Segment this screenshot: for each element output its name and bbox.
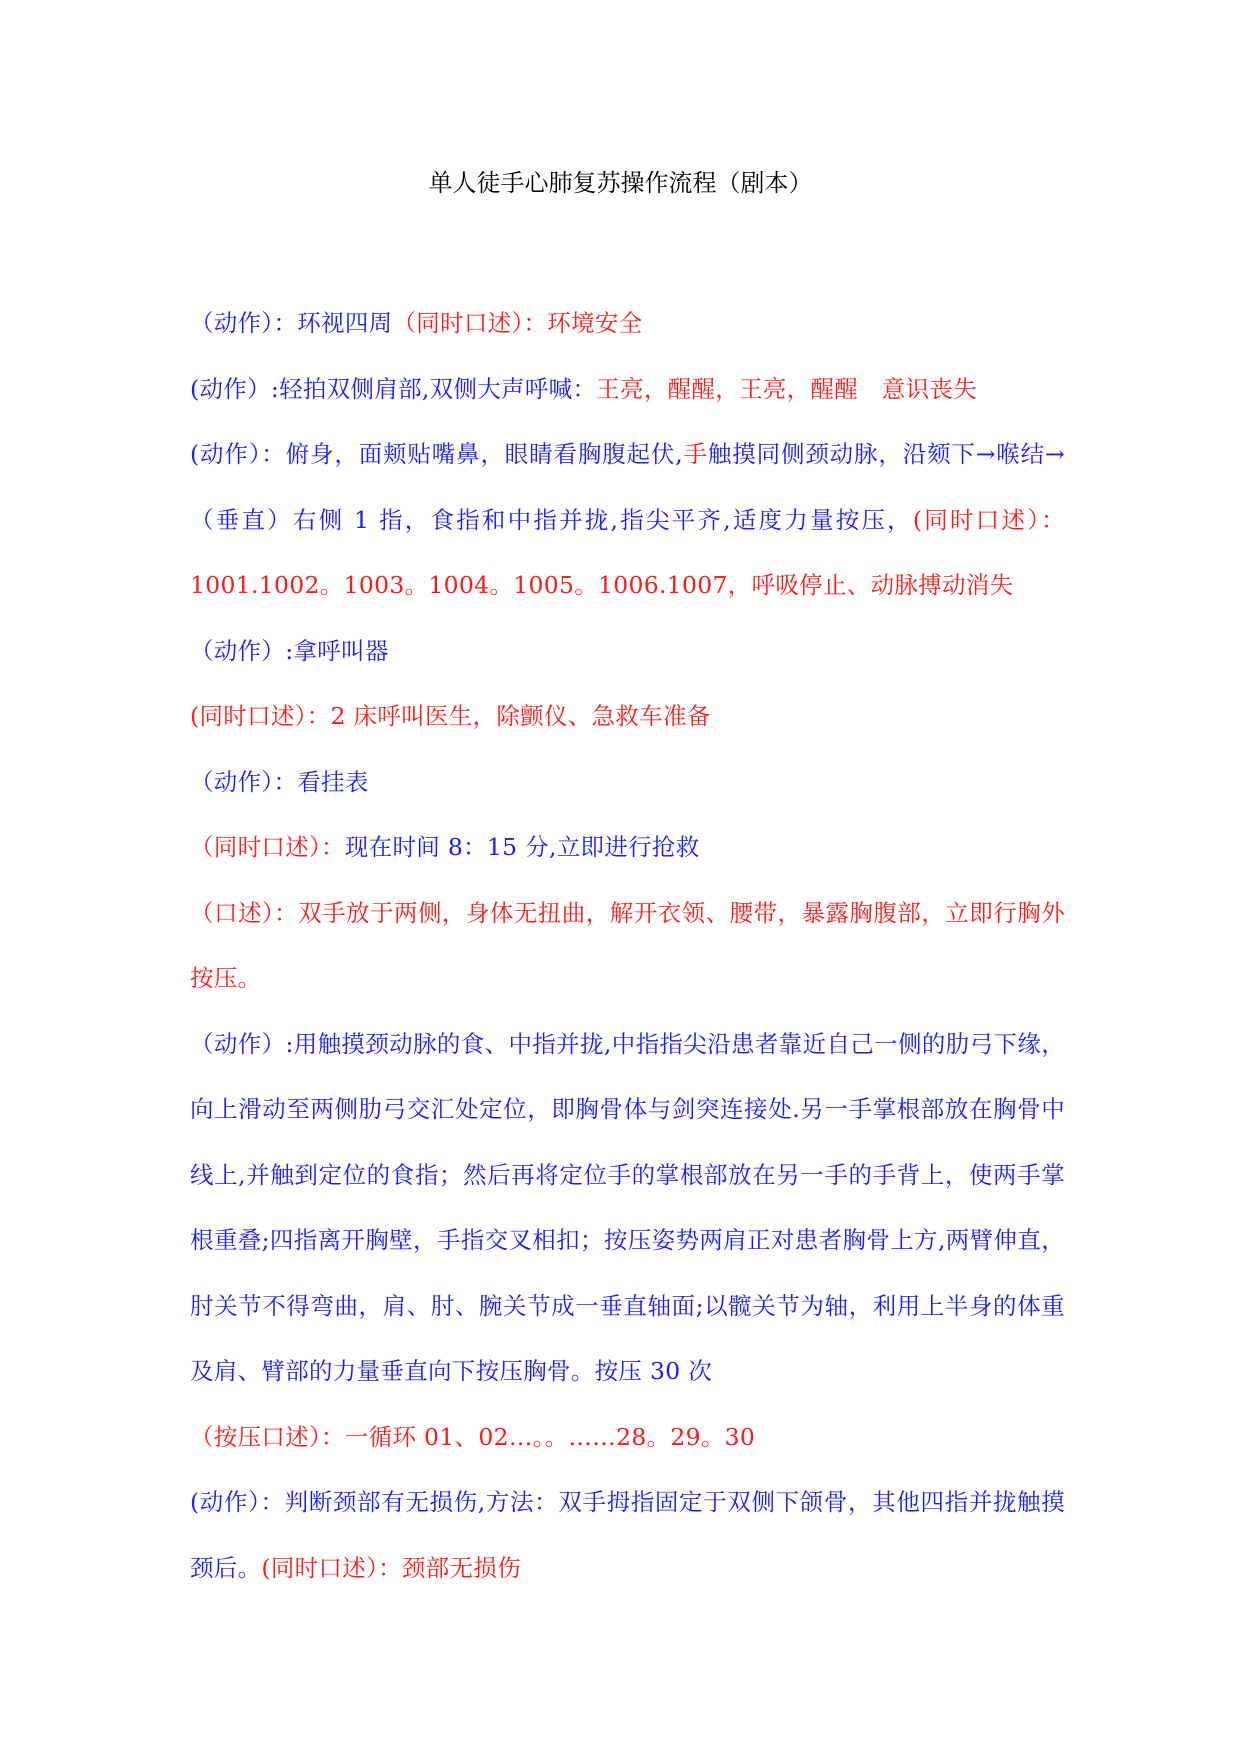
speech-text: (同时口述）：2 床呼叫医生，除颤仪、急救车准备 bbox=[190, 702, 711, 730]
action-text: （动作）:拿呼叫器 bbox=[190, 636, 389, 665]
action-text: （动作）:用触摸颈动脉的食、中指并拢,中指指尖沿患者靠近自己一侧的肋弓下缘，向上滑动至两侧肋弓交汇处定位，即胸骨体与剑突连接处.另一手掌根部放在胸骨中线上,并触到定位的食指；然后再将定位手的掌根部放在另一手的手背上，使两手掌根重叠;四指离开胸壁，手指交叉相扣；按压姿势两肩正对患者胸骨上方,两臂伸直，肘关节不得弯曲，肩、肘、腕关节成一垂直轴面;以髋关节为轴，利用上半身的体重及肩、臂部的力量垂直向下按压胸骨。按压 30 次 bbox=[190, 1029, 1065, 1385]
document-title: 单人徒手心肺复苏操作流程（剧本） bbox=[428, 169, 813, 197]
paragraph-environment-check bbox=[190, 291, 1065, 357]
action-text: (动作）：俯身，面颊贴嘴鼻，眼睛看胸腹起伏, bbox=[190, 440, 684, 468]
paragraph-compression-technique bbox=[190, 1012, 1065, 1405]
action-text: (动作）:轻拍双侧肩部,双侧大声呼喊： bbox=[190, 374, 597, 403]
action-text: 现在时间 8：15 分,立即进行抢救 bbox=[344, 833, 700, 861]
document-body bbox=[190, 291, 1065, 1601]
paragraph-neck-check bbox=[190, 1470, 1065, 1601]
speech-text: （同时口述）：环境安全 bbox=[392, 309, 643, 337]
paragraph-check-watch bbox=[190, 750, 1065, 816]
speech-text: （口述）：双手放于两侧，身体无扭曲，解开衣领、腰带，暴露胸腹部，立即行胸外按压。 bbox=[190, 898, 1065, 992]
action-text: （动作）：看挂表 bbox=[190, 767, 369, 796]
paragraph-positioning bbox=[190, 881, 1065, 1012]
paragraph-breathing-pulse-check bbox=[190, 422, 1065, 619]
speech-text: (同时口述）：颈部无损伤 bbox=[261, 1553, 521, 1582]
action-text: 触摸同侧颈动脉，沿颏下→喉结→（垂直）右侧 1 指，食指和中指并拢,指尖平齐,适度力量按压， bbox=[190, 440, 1065, 534]
paragraph-consciousness-check bbox=[190, 357, 1065, 423]
action-text: (动作）：判断颈部有无损伤,方法：双手拇指固定于双侧下颌骨，其他四指并拢触摸颈后。 bbox=[190, 1488, 1065, 1582]
speech-text: （按压口述）：一循环 01、02…。。……28。29。30 bbox=[190, 1422, 756, 1451]
speech-text: 王亮，醒醒，王亮，醒醒 意识丧失 bbox=[596, 374, 978, 403]
paragraph-call-device bbox=[190, 619, 1065, 685]
action-text: （动作）：环视四周 bbox=[190, 309, 393, 337]
paragraph-call-doctor bbox=[190, 684, 1065, 750]
paragraph-time-report bbox=[190, 815, 1065, 881]
speech-text: (同时口述）：1001.1002。1003。1004。1005。1006.1007，呼吸停止、动脉搏动消失 bbox=[190, 505, 1065, 599]
speech-text: 手 bbox=[683, 440, 708, 468]
speech-text: （同时口述）： bbox=[190, 833, 345, 861]
paragraph-compression-count bbox=[190, 1405, 1065, 1471]
